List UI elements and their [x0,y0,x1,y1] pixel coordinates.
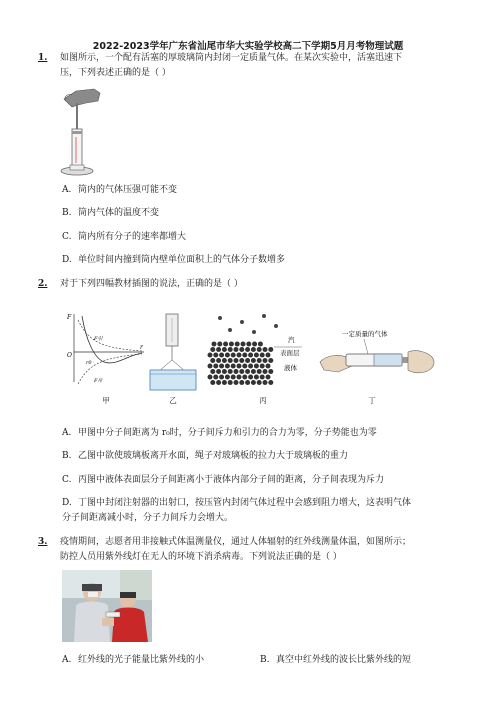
molecule-dot [237,364,242,369]
question-2 [38,277,458,292]
question-3 [38,535,458,565]
molecule-dot [222,369,227,374]
q1-option-b[interactable]: B. 筒内气体的温度不变 [62,208,160,218]
q3-option-a[interactable]: A. 红外线的光子能量比紫外线的小 [62,655,205,665]
molecule-dot [216,347,221,352]
molecule-dot [245,380,250,385]
graph-F-label: F [67,314,72,321]
molecule-dot [231,364,236,369]
q2-option-a[interactable]: A. 甲图中分子间距离为 r₀时，分子间斥力和引力的合力为零，分子势能也为零 [62,428,377,438]
molecule-dot [234,369,239,374]
question-number: 2. [38,279,48,289]
molecule-dot [213,353,218,358]
molecule-dot [245,369,250,374]
molecule-dot [239,358,244,363]
q1-option-d[interactable]: D. 单位时间内撞到筒内壁单位面积上的气体分子数增多 [62,255,286,265]
molecule-dot [237,375,242,380]
molecule-dot [257,380,262,385]
molecule-dot [242,353,247,358]
q2-option-c[interactable]: C. 丙图中液体表面层分子间距离小于液体内部分子间的距离，分子间表现为斥力 [62,475,385,485]
molecule-dot [254,353,259,358]
molecule-dot [241,342,246,347]
molecule-dot [208,353,213,358]
temperature-measurement-photo [62,570,152,642]
graph-attraction-label: F斥 [94,378,103,384]
molecule-dot [254,364,259,369]
spring-scale-figure [148,310,198,392]
graph-origin-label: O [67,352,72,359]
molecule-dot [263,369,268,374]
molecule-dot [239,380,244,385]
molecule-dot [251,380,256,385]
molecule-dot [248,364,253,369]
molecule-dot [216,380,221,385]
molecule-dot [268,369,273,374]
molecule-dot [248,353,253,358]
molecule-dot [266,364,271,369]
molecule-dot [251,347,256,352]
molecule-dot [268,347,273,352]
molecule-dot [210,369,215,374]
molecule-dot [237,353,242,358]
molecule-dot [225,375,230,380]
sealed-gas-label: 一定质量的气体 [342,330,388,338]
molecule-dot [251,358,256,363]
molecule-dot [263,358,268,363]
question-stem-line: 对于下列四幅教材插图的说法，正确的是（ ） [60,279,243,289]
molecule-dot [234,380,239,385]
force-distance-graph [64,310,148,390]
molecule-dot [212,342,217,347]
question-stem-line: 压，下列表述正确的是（ ） [60,68,171,78]
molecule-dot [231,353,236,358]
molecule-dot [234,347,239,352]
molecule-dot [231,375,236,380]
q2-option-b[interactable]: B. 乙图中欲使玻璃板离开水面，绳子对玻璃板的拉力大于玻璃板的重力 [62,451,349,461]
molecule-dot [210,358,215,363]
molecule-dot [258,342,263,347]
molecule-dot [263,380,268,385]
molecule-dot [257,347,262,352]
figure-caption-yi: 乙 [169,396,177,405]
surface-layer-label: 表面层 [280,349,300,357]
gas-label: 汽 [288,336,295,344]
figure-caption-jia: 甲 [102,396,110,405]
figure-caption-bing: 丙 [259,396,267,405]
question-number: 3. [38,537,48,547]
molecule-dot [222,358,227,363]
molecule-dot [260,364,265,369]
q1-option-c[interactable]: C. 筒内所有分子的速率都增大 [62,232,187,242]
molecule-dot [228,380,233,385]
question-stem-line: 防控人员用紫外线灯在无人的环境下消杀病毒。下列说法正确的是（ ） [60,552,342,562]
question-number: 1. [38,53,48,63]
q2-option-d[interactable]: D. 丁图中封闭注射器的出射口，按压管内封闭气体过程中会感到阻力增大，这表明气体 分子间距离减小时，分子力间斥力会增大。 [62,496,462,526]
piston-tube-figure [58,85,106,180]
molecule-dot [266,375,271,380]
molecule-dot [219,375,224,380]
molecule-dot [242,364,247,369]
molecule-dot [235,342,240,347]
molecule-dot [252,342,257,347]
molecule-dot [229,342,234,347]
molecule-dot [248,375,253,380]
molecule-dot [228,347,233,352]
molecule-dot [223,342,228,347]
molecule-dot [245,358,250,363]
molecule-dot [228,358,233,363]
graph-r-label: r [140,344,143,351]
figure-caption-ding: 丁 [368,396,376,405]
molecule-dot [219,353,224,358]
liquid-label: 液体 [284,364,297,372]
molecule-dot [268,358,273,363]
molecule-dot [225,364,230,369]
question-stem-line: 疫情期间，志愿者用非接触式体温测量仪，通过人体辐射的红外线测量体温，如图所示； [60,537,412,547]
molecule-dot [242,375,247,380]
molecule-dot [210,380,215,385]
molecule-dot [210,347,215,352]
molecule-dot [208,375,213,380]
molecule-dot [260,353,265,358]
molecule-dot [222,380,227,385]
page-title: 2022-2023学年广东省汕尾市华大实验学校高二下学期5月月考物理试题 [92,41,404,52]
question-stem-line: 如图所示，一个配有活塞的厚玻璃筒内封闭一定质量气体。在某次实验中，活塞迅速下 [60,53,403,63]
molecule-dot [239,369,244,374]
molecule-dot [260,375,265,380]
molecule-dot [216,369,221,374]
molecule-dot [213,364,218,369]
molecule-dot [216,358,221,363]
molecule-dot [263,347,268,352]
liquid-surface-molecules-figure [206,312,306,390]
graph-r0-label: r0 [86,360,92,366]
molecule-dot [268,380,273,385]
molecule-dot [225,353,230,358]
graph-repulsion-label: F引 [94,336,103,342]
molecule-dot [251,369,256,374]
molecule-dot [246,342,251,347]
molecule-dot [257,358,262,363]
molecule-dot [239,347,244,352]
q3-option-b[interactable]: B. 真空中红外线的波长比紫外线的短 [260,655,412,665]
molecule-dot [219,364,224,369]
q1-option-a[interactable]: A. 筒内的气体压强可能不变 [62,185,178,195]
syringe-figure [318,328,438,388]
question-1 [38,51,458,81]
molecule-dot [222,347,227,352]
molecule-dot [213,375,218,380]
molecule-dot [257,369,262,374]
molecule-dot [234,358,239,363]
molecule-dot [208,364,213,369]
molecule-dot [217,342,222,347]
molecule-dot [245,347,250,352]
molecule-dot [228,369,233,374]
molecule-dot [266,353,271,358]
molecule-dot [254,375,259,380]
q2-option-d-continued: 分子间距离减小时，分子力间斥力会增大。 [62,513,234,523]
